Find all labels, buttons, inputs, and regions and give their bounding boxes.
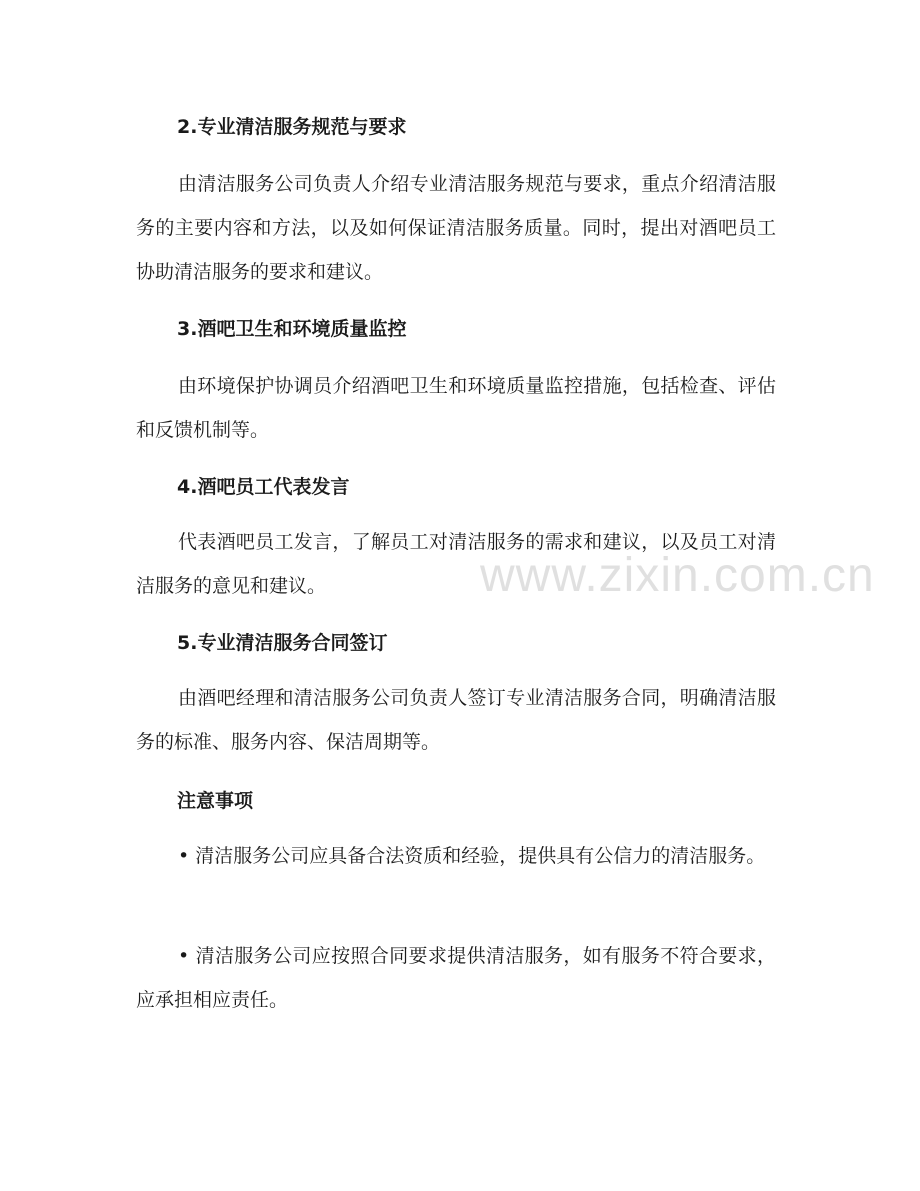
watermark: www.zixin.com.cn xyxy=(480,549,875,602)
section-heading-2: 2.专业清洁服务规范与要求 xyxy=(177,116,407,138)
notes-item: • 清洁服务公司应具备合法资质和经验，提供具有公信力的清洁服务。 xyxy=(178,845,766,867)
notes-heading: 注意事项 xyxy=(177,790,254,812)
section-body-4: 代表酒吧员工发言，了解员工对清洁服务的需求和建议，以及员工对清洁服务的意见和建议。 xyxy=(136,531,776,597)
notes-item: • 清洁服务公司应按照合同要求提供清洁服务，如有服务不符合要求，应承担相应责任。 xyxy=(136,945,776,1011)
section-heading-3: 3.酒吧卫生和环境质量监控 xyxy=(177,318,407,340)
section-body-5: 由酒吧经理和清洁服务公司负责人签订专业清洁服务合同，明确清洁服务的标准、服务内容、保洁周期等。 xyxy=(136,687,776,753)
section-heading-4: 4.酒吧员工代表发言 xyxy=(177,476,350,498)
section-heading-5: 5.专业清洁服务合同签订 xyxy=(177,632,388,654)
section-body-3: 由环境保护协调员介绍酒吧卫生和环境质量监控措施，包括检查、评估和反馈机制等。 xyxy=(136,375,776,441)
section-body-2: 由清洁服务公司负责人介绍专业清洁服务规范与要求，重点介绍清洁服务的主要内容和方法，以及如何保证清洁服务质量。同时，提出对酒吧员工协助清洁服务的要求和建议。 xyxy=(136,173,776,283)
